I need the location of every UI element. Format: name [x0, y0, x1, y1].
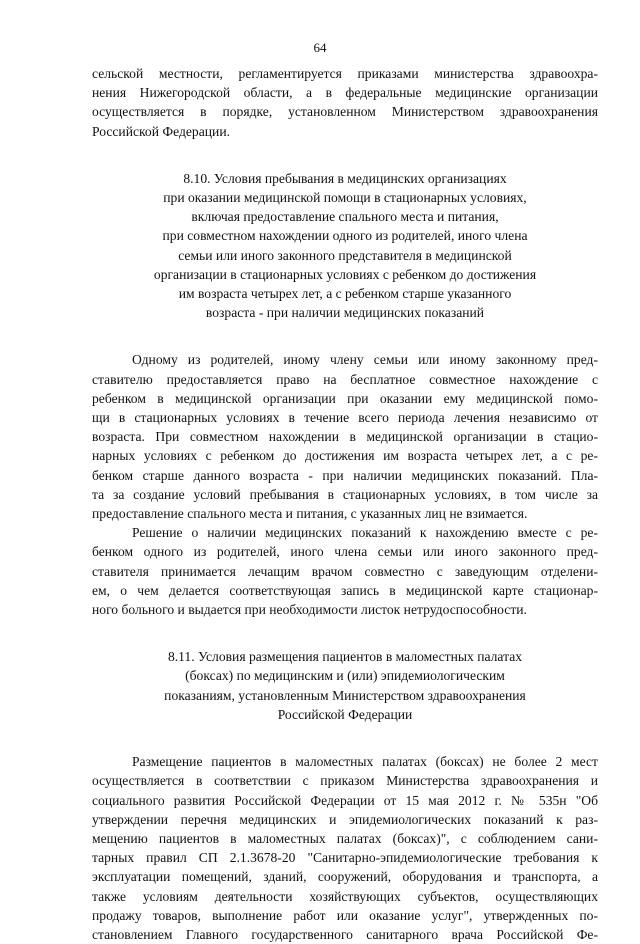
text-line: щи в стационарных условиях в течение всего периода лечения независимо от: [92, 410, 598, 426]
heading-line: при оказании медицинской помощи в стационарных условиях,: [163, 190, 527, 206]
document-body: [92, 64, 598, 944]
heading-line: 8.11. Условия размещения пациентов в маломестных палатах: [167, 649, 523, 665]
heading-line: им возраста четырех лет, а с ребенком старше указанного: [178, 286, 512, 302]
page-number: 64: [313, 40, 327, 55]
text-line: нарных условиях с ребенком до достижения им возраста четырех лет, а с ре-: [92, 448, 598, 464]
paragraph-joint-stay: [92, 350, 598, 523]
text-line: сельской местности, регламентируется приказами министерства здравоохра-: [92, 66, 598, 81]
text-line: также условиям деятельности хозяйствующих субъектов, осуществляющих: [92, 888, 598, 904]
heading-line: при совместном нахождении одного из родителей, иного члена: [162, 228, 528, 244]
text-line: ставителю предоставляется право на бесплатное совместное нахождение с: [92, 371, 598, 387]
text-line: продажу товаров, выполнение работ или оказание услуг", утвержденных по-: [92, 907, 598, 923]
paragraph-placement: [92, 752, 598, 944]
heading-line: включая предоставление спального места и питания,: [191, 209, 499, 225]
heading-line: 8.10. Условия пребывания в медицинских организациях: [183, 170, 507, 186]
text-line: бенком старше данного возраста - при наличии медицинских показаний. Пла-: [92, 467, 598, 483]
paragraph-decision: [92, 523, 598, 619]
text-line: ем, о чем делается соответствующая запись в медицинской карте стационар-: [92, 582, 598, 598]
text-line: мещению пациентов в маломестных палатах (боксах)", с соблюдением сани-: [92, 830, 598, 846]
heading-line: организации в стационарных условиях с ребенком до достижения: [153, 266, 537, 282]
text-line: ребенком в медицинской организации при оказании ему медицинской помо-: [92, 390, 598, 406]
section-heading-8-11: [92, 647, 598, 724]
text-line: ного больного и выдается при необходимости листок нетрудоспособности.: [92, 602, 527, 618]
text-line: Российской Федерации.: [92, 123, 230, 139]
text-line: осуществляется в порядке, установленном Министерством здравоохранения: [92, 104, 598, 120]
paragraph-intro: [92, 64, 598, 141]
text-line: эксплуатации помещений, зданий, сооружений, оборудования и транспорта, а: [92, 869, 598, 885]
text-line: тарных правил СП 2.1.3678-20 "Санитарно-эпидемиологические требования к: [92, 850, 598, 866]
heading-line: (боксах) по медицинским и (или) эпидемиологическим: [185, 668, 505, 684]
heading-line: Российской Федерации: [277, 706, 413, 722]
text-line: ставителя принимается лечащим врачом совместно с заведующим отделени-: [92, 563, 598, 579]
heading-line: показаниям, установленным Министерством здравоохранения: [164, 687, 526, 703]
text-line: бенком одного из родителей, иного члена семьи или иного законного пред-: [92, 544, 598, 560]
heading-line: семьи или иного законного представителя в медицинской: [178, 247, 512, 263]
text-line: нения Нижегородской области, а в федеральные медицинские организации: [92, 85, 598, 101]
text-line: социального развития Российской Федерации от 15 мая 2012 г. № 535н "Об: [92, 792, 598, 808]
text-line: возраста. При совместном нахождении в медицинской организации в стацио-: [92, 429, 598, 445]
text-line: становлением Главного государственного санитарного врача Российской Фе-: [92, 926, 598, 942]
text-line: Одному из родителей, иному члену семьи или иному законному пред-: [132, 352, 598, 368]
heading-line: возраста - при наличии медицинских показаний: [205, 305, 485, 321]
text-line: осуществляется в соответствии с приказом Министерства здравоохранения и: [92, 773, 598, 789]
text-line: Решение о наличии медицинских показаний к нахождению вместе с ре-: [132, 525, 598, 541]
text-line: утверждении перечня медицинских и эпидемиологических показаний к раз-: [92, 811, 598, 827]
text-line: та за создание условий пребывания в стационарных условиях, в том числе за: [92, 486, 598, 502]
text-line: предоставление спального места и питания, с указанных лиц не взимается.: [92, 506, 528, 522]
text-line: Размещение пациентов в маломестных палатах (боксах) не более 2 мест: [132, 754, 598, 770]
section-heading-8-10: [92, 169, 598, 323]
